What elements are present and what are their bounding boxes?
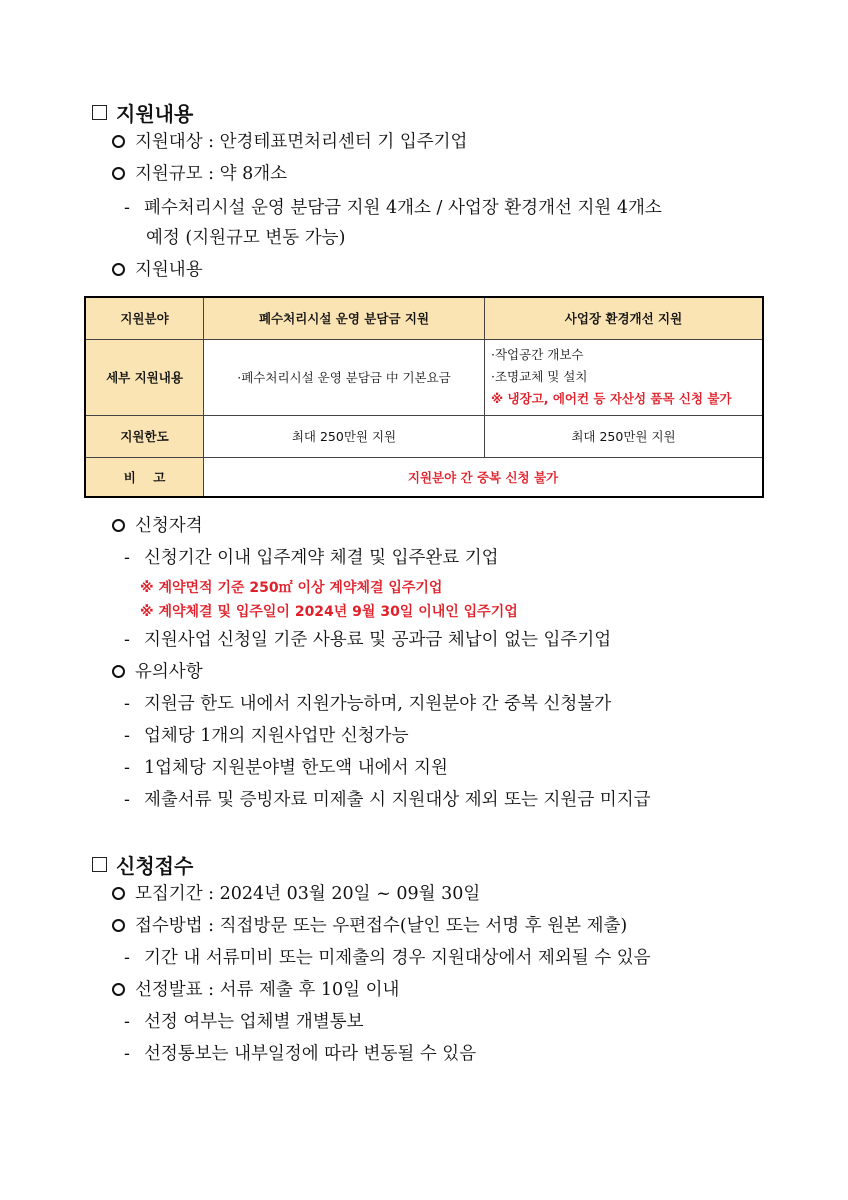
item-text: 접수방법 : 직접방문 또는 우편접수(날인 또는 서명 후 원본 제출) [135,916,628,936]
item-notes [112,660,203,684]
sub-item-announce-2 [124,1042,476,1066]
sub-item-notes-3 [124,756,448,780]
sub-item-scale-detail-cont [146,226,345,250]
sub-item-notes-1 [124,692,611,716]
support-table [84,296,764,498]
table-row-detail [85,339,763,415]
dash-marker: - [124,694,130,714]
table-header-row [85,297,763,339]
item-announcement [112,978,399,1002]
dash-marker: - [124,630,130,650]
bullet-circle-icon [112,519,125,532]
table-cell-remark: 지원분야 간 중복 신청 불가 [204,457,764,497]
table-row-remark [85,457,763,497]
item-text: 예정 (지원규모 변동 가능) [146,228,346,248]
checkbox-square-icon [92,105,107,120]
table-row-label: 지원한도 [85,415,204,457]
bullet-circle-icon [112,983,125,996]
item-text: 1업체당 지원분야별 한도액 내에서 지원 [144,758,448,778]
bullet-circle-icon [112,887,125,900]
bullet-circle-icon [112,135,125,148]
section-title: 신청접수 [116,854,194,878]
item-text: 선정발표 : 서류 제출 후 10일 이내 [135,980,400,1000]
bullet-circle-icon [112,919,125,932]
table-header-cell: 지원분야 [85,297,204,339]
item-support-content [112,258,203,282]
dash-marker: - [124,790,130,810]
cell-warning: ※ 냉장고, 에어컨 등 자산성 품목 신청 불가 [491,391,732,406]
item-text: 업체당 1개의 지원사업만 신청가능 [144,726,409,746]
item-text: 제출서류 및 증빙자료 미제출 시 지원대상 제외 또는 지원금 미지급 [144,790,651,810]
sub-item-eligibility-2 [124,628,611,652]
item-eligibility [112,514,203,538]
bullet-circle-icon [112,167,125,180]
item-application-method [112,914,627,938]
item-support-target [112,130,467,154]
table-row-label: 세부 지원내용 [85,339,204,415]
table-row-label: 비 고 [85,457,204,497]
eligibility-note-area: ※ 계약면적 기준 250㎡ 이상 계약체결 입주기업 [140,580,443,596]
table-cell: 최대 250만원 지원 [485,415,764,457]
item-text: 기간 내 서류미비 또는 미제출의 경우 지원대상에서 제외될 수 있음 [144,948,651,968]
checkbox-square-icon [92,857,107,872]
table-cell: 최대 250만원 지원 [204,415,485,457]
item-text: 유의사항 [135,662,203,682]
item-support-scale [112,162,287,186]
item-text: 지원금 한도 내에서 지원가능하며, 지원분야 간 중복 신청불가 [144,694,612,714]
table-cell [485,339,764,415]
dash-marker: - [124,1044,130,1064]
cell-line: ·조명교체 및 설치 [491,369,588,384]
bullet-circle-icon [112,263,125,276]
item-text: 신청기간 이내 입주계약 체결 및 입주완료 기업 [144,548,499,568]
table-cell: ·폐수처리시설 운영 분담금 中 기본요금 [204,339,485,415]
table-header-cell: 사업장 환경개선 지원 [485,297,764,339]
section-heading-support [92,98,193,127]
item-text: 지원규모 : 약 8개소 [135,164,288,184]
eligibility-note-date: ※ 계약체결 및 입주일이 2024년 9월 30일 이내인 입주기업 [140,604,518,620]
item-text: 선정 여부는 업체별 개별통보 [144,1012,364,1032]
item-text: 지원대상 : 안경테표면처리센터 기 입주기업 [135,132,468,152]
cell-line: ·작업공간 개보수 [491,347,584,362]
sub-item-notes-2 [124,724,409,748]
item-text: 폐수처리시설 운영 분담금 지원 4개소 / 사업장 환경개선 지원 4개소 [144,198,662,218]
sub-item-notes-4 [124,788,651,812]
item-text: 신청자격 [135,516,203,536]
dash-marker: - [124,948,130,968]
section-heading-application [92,850,193,879]
dash-marker: - [124,548,130,568]
dash-marker: - [124,726,130,746]
dash-marker: - [124,1012,130,1032]
item-text: 선정통보는 내부일정에 따라 변동될 수 있음 [144,1044,477,1064]
table-row-limit [85,415,763,457]
item-application-period [112,882,480,906]
sub-item-eligibility-1 [124,546,499,570]
table-header-cell: 폐수처리시설 운영 분담금 지원 [204,297,485,339]
bullet-circle-icon [112,665,125,678]
dash-marker: - [124,758,130,778]
item-text: 모집기간 : 2024년 03월 20일 ~ 09월 30일 [135,884,481,904]
sub-item-method-detail [124,946,651,970]
item-text: 지원내용 [135,260,203,280]
item-text: 지원사업 신청일 기준 사용료 및 공과금 체납이 없는 입주기업 [144,630,612,650]
section-title: 지원내용 [116,102,194,126]
sub-item-announce-1 [124,1010,364,1034]
sub-item-scale-detail [124,196,662,220]
dash-marker: - [124,198,130,218]
